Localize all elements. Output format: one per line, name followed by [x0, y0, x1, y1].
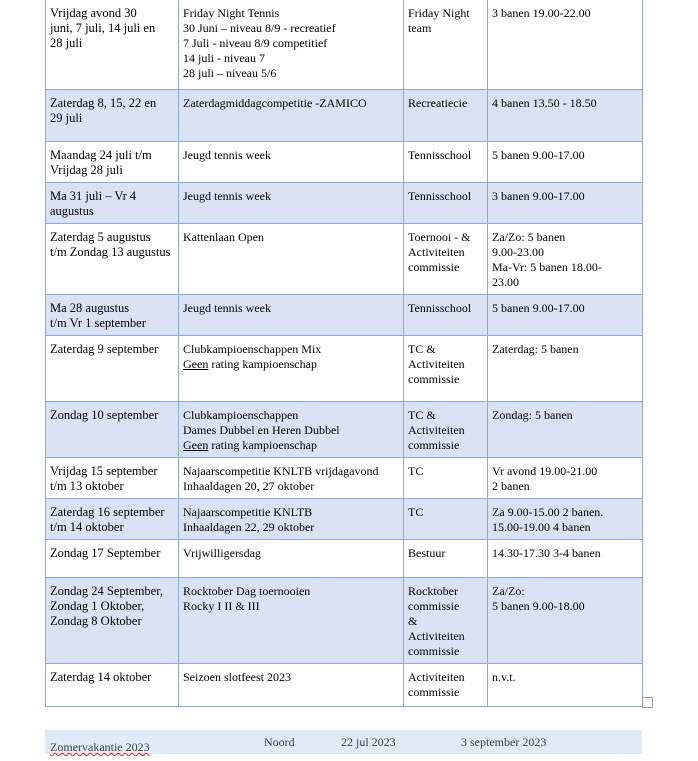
event-cell [179, 498, 404, 539]
organizer-cell-line: Activiteiten [408, 669, 465, 684]
date-cell-line: Zondag 17 September [50, 545, 161, 560]
courts-cell-line: Za/Zo: 5 banen [492, 229, 566, 244]
event-note-rest: rating kampioenschap [208, 356, 317, 371]
organizer-cell [404, 577, 488, 663]
courts-cell [488, 457, 643, 498]
organizer-cell-line: Recreatiecie [408, 95, 468, 110]
organizer-cell-line: TC [408, 504, 424, 519]
event-cell [179, 663, 404, 706]
holiday-name-text: Zomervakantie 2023 [50, 740, 150, 754]
date-cell-line: Zaterdag 9 september [50, 341, 159, 356]
event-cell [179, 182, 404, 223]
date-cell-line: 28 juli [50, 36, 83, 50]
organizer-cell-line: Activiteiten [408, 244, 465, 259]
organizer-cell [404, 0, 488, 89]
courts-cell [488, 539, 643, 577]
date-cell [46, 141, 179, 182]
event-cell [179, 223, 404, 294]
courts-cell-line: 3 banen 9.00-17.00 [492, 188, 585, 203]
courts-cell-line: n.v.t. [492, 669, 516, 684]
date-cell-line: Zondag 10 september [50, 407, 159, 422]
date-cell-line: Maandag 24 juli t/m [50, 147, 152, 162]
organizer-cell-line: Friday Night [408, 6, 470, 20]
event-cell [179, 0, 404, 89]
courts-cell-line: 3 banen 19.00-22.00 [492, 6, 591, 20]
date-cell [46, 401, 179, 457]
event-cell [179, 401, 404, 457]
table-end-marker [642, 697, 653, 708]
date-cell-line: Zaterdag 5 augustus [50, 229, 151, 244]
event-cell [179, 577, 404, 663]
event-cell-line: Kattenlaan Open [183, 229, 264, 244]
date-cell [46, 498, 179, 539]
event-cell-line: 28 juli – niveau 5/6 [183, 66, 277, 80]
organizer-cell [404, 457, 488, 498]
date-cell-line: t/m Vr 1 september [50, 315, 146, 330]
organizer-cell-line: Activiteiten [408, 422, 465, 437]
event-cell [179, 294, 404, 335]
organizer-cell-line: Toernooi - & [408, 229, 471, 244]
organizer-cell-line: TC & [408, 407, 436, 422]
courts-cell-line: 5 banen 9.00-18.00 [492, 598, 585, 613]
courts-cell [488, 223, 643, 294]
organizer-cell-line: team [408, 21, 432, 35]
schedule-row [46, 141, 643, 182]
event-cell [179, 141, 404, 182]
event-cell-line: Vrijwilligersdag [183, 545, 261, 560]
date-cell-line: Zondag 1 Oktober, [50, 598, 145, 613]
date-cell-line: Ma 28 augustus [50, 300, 130, 315]
schedule-row [46, 223, 643, 294]
event-cell-line: 7 Juli - niveau 8/9 competitief [183, 36, 328, 50]
organizer-cell [404, 663, 488, 706]
event-cell-line: Seizoen slotfeest 2023 [183, 669, 291, 684]
organizer-cell-line: Tennisschool [408, 147, 472, 162]
courts-cell-line: 14.30-17.30 3-4 banen [492, 545, 601, 560]
organizer-cell-line: Activiteiten [408, 628, 465, 643]
date-cell-line: Zondag 8 Oktober [50, 613, 142, 628]
courts-cell-line: Zaterdag: 5 banen [492, 341, 579, 356]
organizer-cell-line: Rocktober [408, 583, 458, 598]
organizer-cell-line: commissie [408, 684, 460, 699]
organizer-cell-line: Tennisschool [408, 300, 472, 315]
date-cell-line: t/m Zondag 13 augustus [50, 244, 171, 259]
organizer-cell-line: Bestuur [408, 545, 446, 560]
schedule-body [46, 0, 643, 706]
organizer-cell [404, 89, 488, 141]
organizer-cell [404, 182, 488, 223]
date-cell-line: Zaterdag 16 september [50, 504, 165, 519]
event-cell-line: Dames Dubbel en Heren Dubbel [183, 422, 340, 437]
date-cell-line: Vrijdag 15 september [50, 463, 158, 478]
courts-cell [488, 89, 643, 141]
courts-cell [488, 141, 643, 182]
event-note-rest: rating kampioenschap [208, 437, 317, 452]
courts-cell [488, 401, 643, 457]
schedule-table [45, 0, 643, 707]
date-cell [46, 663, 179, 706]
courts-cell-line: Ma-Vr: 5 banen 18.00- [492, 259, 602, 274]
event-cell-line: Clubkampioenschappen [183, 407, 299, 422]
event-cell-line: Rocktober Dag toernooien [183, 583, 311, 598]
courts-cell [488, 663, 643, 706]
event-cell [179, 457, 404, 498]
date-cell-line: juni, 7 juli, 14 juli en [50, 21, 156, 35]
event-cell-line: Najaarscompetitie KNLTB vrijdagavond [183, 463, 379, 478]
event-note-emphasis: Geen [183, 356, 209, 371]
organizer-cell-line: TC & [408, 341, 436, 356]
courts-cell-line: 5 banen 9.00-17.00 [492, 147, 585, 162]
date-cell-line: Vrijdag avond 30 [50, 6, 137, 20]
date-cell-line: Vrijdag 28 juli [50, 162, 123, 177]
holiday-region: Noord [264, 735, 295, 749]
schedule-row [46, 498, 643, 539]
organizer-cell-line: & [408, 613, 418, 628]
event-cell-line: 14 juli - niveau 7 [183, 51, 265, 65]
organizer-cell [404, 401, 488, 457]
courts-cell-line: Vr avond 19.00-21.00 [492, 463, 598, 478]
event-note-line [183, 438, 399, 453]
event-cell-line: Friday Night Tennis [183, 6, 280, 20]
event-note-line [183, 357, 399, 372]
organizer-cell-line: commissie [408, 371, 460, 386]
schedule-row [46, 401, 643, 457]
courts-cell-line: 23.00 [492, 274, 519, 289]
event-cell-line: Inhaaldagen 22, 29 oktober [183, 519, 315, 534]
date-cell [46, 457, 179, 498]
schedule-row [46, 335, 643, 401]
schedule-row [46, 89, 643, 141]
courts-cell [488, 182, 643, 223]
organizer-cell [404, 539, 488, 577]
courts-cell-line: 15.00-19.00 4 banen [492, 519, 591, 534]
courts-cell-line: 4 banen 13.50 - 18.50 [492, 95, 597, 110]
event-cell-line: 30 Juni – niveau 8/9 - recreatief [183, 21, 336, 35]
holiday-start: 22 jul 2023 [341, 735, 396, 749]
date-cell [46, 223, 179, 294]
date-cell [46, 0, 179, 89]
date-cell [46, 294, 179, 335]
organizer-cell-line: commissie [408, 437, 460, 452]
schedule-row [46, 663, 643, 706]
event-cell-line: Najaarscompetitie KNLTB [183, 504, 313, 519]
courts-cell-line: 2 banen [492, 478, 530, 493]
courts-cell [488, 498, 643, 539]
courts-cell-line: Zondag: 5 banen [492, 407, 573, 422]
courts-cell [488, 335, 643, 401]
date-cell-line: Zaterdag 14 oktober [50, 669, 152, 684]
courts-cell-line: 5 banen 9.00-17.00 [492, 300, 585, 315]
organizer-cell [404, 498, 488, 539]
organizer-cell [404, 335, 488, 401]
date-cell-line: t/m 13 oktober [50, 478, 124, 493]
schedule-row [46, 457, 643, 498]
date-cell [46, 539, 179, 577]
schedule-row [46, 182, 643, 223]
date-cell [46, 335, 179, 401]
event-cell-line: Inhaaldagen 20, 27 oktober [183, 478, 315, 493]
courts-cell-line: 9.00-23.00 [492, 244, 544, 259]
event-cell-line: Clubkampioenschappen Mix [183, 341, 322, 356]
courts-cell [488, 577, 643, 663]
schedule-row [46, 539, 643, 577]
holiday-row [45, 730, 642, 754]
event-cell-line: Rocky I II & III [183, 598, 260, 613]
organizer-cell-line: Tennisschool [408, 188, 472, 203]
event-cell-line: Jeugd tennis week [183, 188, 271, 203]
courts-cell [488, 294, 643, 335]
event-cell [179, 335, 404, 401]
organizer-cell [404, 223, 488, 294]
schedule-row [46, 294, 643, 335]
event-cell [179, 89, 404, 141]
organizer-cell [404, 294, 488, 335]
organizer-cell-line: Activiteiten [408, 356, 465, 371]
courts-cell-line: Za 9.00-15.00 2 banen. [492, 504, 604, 519]
date-cell [46, 577, 179, 663]
schedule-row [46, 0, 643, 89]
date-cell [46, 89, 179, 141]
event-cell-line: Jeugd tennis week [183, 300, 271, 315]
courts-cell [488, 0, 643, 89]
holiday-end: 3 september 2023 [461, 735, 547, 749]
date-cell-line: augustus [50, 203, 94, 218]
event-cell [179, 539, 404, 577]
organizer-cell-line: commissie [408, 598, 460, 613]
date-cell-line: Zondag 24 September, [50, 583, 164, 598]
organizer-cell-line: commissie [408, 643, 460, 658]
event-cell-line: Zaterdagmiddagcompetitie -ZAMICO [183, 95, 367, 110]
courts-cell-line: Za/Zo: [492, 583, 525, 598]
schedule-row [46, 577, 643, 663]
organizer-cell-line: TC [408, 463, 424, 478]
date-cell-line: Zaterdag 8, 15, 22 en [50, 95, 157, 110]
event-note-emphasis: Geen [183, 437, 209, 452]
organizer-cell [404, 141, 488, 182]
event-cell-line: Jeugd tennis week [183, 147, 271, 162]
date-cell-line: t/m 14 oktober [50, 519, 124, 534]
date-cell [46, 182, 179, 223]
date-cell-line: 29 juli [50, 110, 83, 125]
date-cell-line: Ma 31 juli – Vr 4 [50, 188, 137, 203]
organizer-cell-line: commissie [408, 259, 460, 274]
